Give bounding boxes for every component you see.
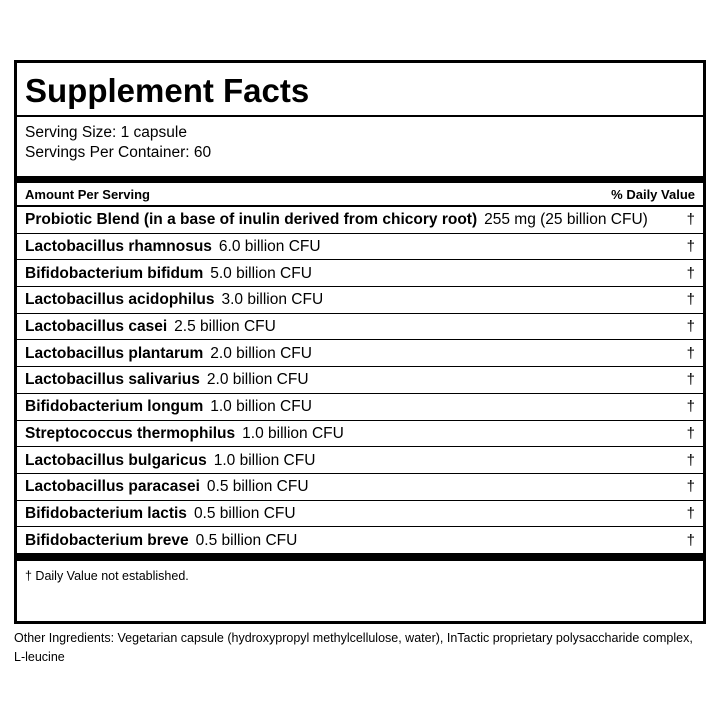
ingredient-name: Lactobacillus rhamnosus xyxy=(25,238,212,256)
ingredient-name: Bifidobacterium breve xyxy=(25,531,189,549)
daily-value-mark: † xyxy=(686,371,695,389)
ingredient-amount: 1.0 billion CFU xyxy=(210,398,312,416)
row-label xyxy=(25,234,321,259)
table-row xyxy=(17,394,703,421)
table-row xyxy=(17,260,703,287)
footnote: † Daily Value not established. xyxy=(25,568,189,583)
table-row xyxy=(17,340,703,367)
ingredient-name: Lactobacillus plantarum xyxy=(25,344,204,362)
ingredient-amount: 0.5 billion CFU xyxy=(195,531,298,549)
table-row xyxy=(17,527,703,554)
row-label xyxy=(25,341,312,366)
row-label xyxy=(25,367,309,392)
row-label xyxy=(25,314,276,339)
daily-value-mark: † xyxy=(686,291,695,309)
daily-value-mark: † xyxy=(686,344,695,362)
table-row xyxy=(17,234,703,261)
ingredient-amount: 2.0 billion CFU xyxy=(206,371,309,389)
row-label xyxy=(25,501,296,526)
ingredient-amount: 0.5 billion CFU xyxy=(206,478,309,496)
row-label xyxy=(25,394,312,419)
ingredient-name: Lactobacillus paracasei xyxy=(25,478,200,496)
ingredient-amount: 5.0 billion CFU xyxy=(210,264,312,282)
table-header xyxy=(17,183,703,207)
daily-value-mark: † xyxy=(686,424,695,442)
ingredient-name: Probiotic Blend (in a base of inulin derived from chicory root) xyxy=(25,211,478,229)
ingredient-name: Bifidobacterium longum xyxy=(25,398,204,416)
table-row xyxy=(17,287,703,314)
table-row xyxy=(17,474,703,501)
daily-value-mark: † xyxy=(686,211,695,229)
daily-value-mark: † xyxy=(686,451,695,469)
table-row xyxy=(17,207,703,234)
row-label xyxy=(25,261,312,286)
ingredient-amount: 3.0 billion CFU xyxy=(221,291,324,309)
daily-value-mark: † xyxy=(686,398,695,416)
thick-divider xyxy=(17,554,703,561)
table-row xyxy=(17,421,703,448)
ingredient-name: Lactobacillus salivarius xyxy=(25,371,200,389)
ingredient-amount: 255 mg (25 billion CFU) xyxy=(484,211,648,229)
ingredient-name: Bifidobacterium lactis xyxy=(25,504,187,522)
ingredient-name: Lactobacillus acidophilus xyxy=(25,291,215,309)
ingredient-amount: 1.0 billion CFU xyxy=(242,424,344,442)
daily-value-header: % Daily Value xyxy=(611,186,695,202)
daily-value-mark: † xyxy=(686,318,695,336)
ingredient-amount: 1.0 billion CFU xyxy=(213,451,316,469)
row-label xyxy=(25,421,344,446)
row-label xyxy=(25,448,315,473)
daily-value-mark: † xyxy=(686,504,695,522)
daily-value-mark: † xyxy=(686,531,695,549)
row-label xyxy=(25,207,648,232)
row-label xyxy=(25,287,323,312)
ingredient-rows xyxy=(17,207,703,554)
daily-value-mark: † xyxy=(686,264,695,282)
table-row xyxy=(17,314,703,341)
row-label xyxy=(25,474,309,499)
table-row xyxy=(17,501,703,528)
ingredient-name: Bifidobacterium bifidum xyxy=(25,264,204,282)
other-ingredients: Other Ingredients: Vegetarian capsule (hydroxypropyl methylcellulose, water), InTactic proprietary polysaccharide complex, L-leucine xyxy=(14,631,693,664)
supplement-facts-panel xyxy=(14,60,706,624)
ingredient-name: Lactobacillus casei xyxy=(25,318,168,336)
table-row xyxy=(17,367,703,394)
daily-value-mark: † xyxy=(686,478,695,496)
amount-per-serving-header: Amount Per Serving xyxy=(25,186,150,202)
ingredient-amount: 6.0 billion CFU xyxy=(218,238,321,256)
servings-per-container: Servings Per Container: 60 xyxy=(25,144,212,161)
panel-title: Supplement Facts xyxy=(17,63,703,117)
serving-size: Serving Size: 1 capsule xyxy=(25,124,187,141)
ingredient-name: Lactobacillus bulgaricus xyxy=(25,451,207,469)
daily-value-mark: † xyxy=(686,238,695,256)
ingredient-amount: 2.5 billion CFU xyxy=(174,318,276,336)
ingredient-name: Streptococcus thermophilus xyxy=(25,424,236,442)
ingredient-amount: 2.0 billion CFU xyxy=(210,344,312,362)
row-label xyxy=(25,528,297,553)
table-row xyxy=(17,447,703,474)
ingredient-amount: 0.5 billion CFU xyxy=(193,504,296,522)
serving-info xyxy=(17,117,703,183)
